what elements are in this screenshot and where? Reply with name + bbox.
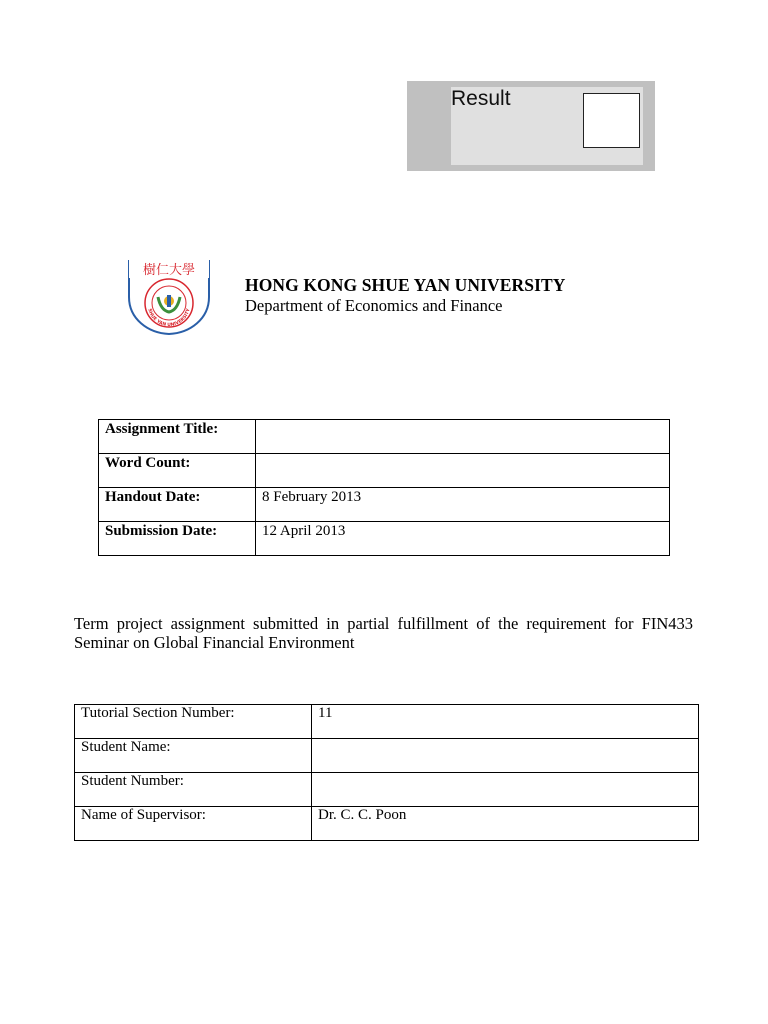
result-label: Result — [451, 87, 511, 110]
tutorial-section-label: Tutorial Section Number: — [75, 705, 312, 739]
assignment-info-table — [98, 419, 670, 556]
student-name-value[interactable] — [312, 739, 699, 773]
university-logo — [126, 257, 212, 335]
table-row — [99, 488, 670, 522]
table-row — [75, 739, 699, 773]
table-row — [99, 454, 670, 488]
word-count-value[interactable] — [256, 454, 670, 488]
department-name: Department of Economics and Finance — [245, 296, 503, 315]
fulfillment-statement: Term project assignment submitted in partial fulfillment of the requirement for FIN433 Seminar on Global Financial Environment — [74, 614, 693, 652]
logo-ring-text: SHUE YAN UNIVERSITY — [146, 308, 192, 329]
logo-chinese-text: 樹仁大學 — [142, 263, 196, 278]
tutorial-section-value[interactable]: 11 — [312, 705, 699, 739]
table-row — [75, 705, 699, 739]
submission-date-label: Submission Date: — [99, 522, 256, 556]
university-name: HONG KONG SHUE YAN UNIVERSITY — [245, 275, 566, 295]
table-row — [99, 420, 670, 454]
supervisor-label: Name of Supervisor: — [75, 807, 312, 841]
handout-date-label: Handout Date: — [99, 488, 256, 522]
table-row — [75, 807, 699, 841]
result-box — [407, 81, 655, 171]
student-name-label: Student Name: — [75, 739, 312, 773]
student-info-table — [74, 704, 699, 841]
handout-date-value[interactable]: 8 February 2013 — [256, 488, 670, 522]
result-input[interactable] — [583, 93, 640, 148]
table-row — [99, 522, 670, 556]
assignment-title-value[interactable] — [256, 420, 670, 454]
table-row — [75, 773, 699, 807]
student-number-value[interactable] — [312, 773, 699, 807]
submission-date-value[interactable]: 12 April 2013 — [256, 522, 670, 556]
assignment-title-label: Assignment Title: — [99, 420, 256, 454]
supervisor-value[interactable]: Dr. C. C. Poon — [312, 807, 699, 841]
student-number-label: Student Number: — [75, 773, 312, 807]
word-count-label: Word Count: — [99, 454, 256, 488]
